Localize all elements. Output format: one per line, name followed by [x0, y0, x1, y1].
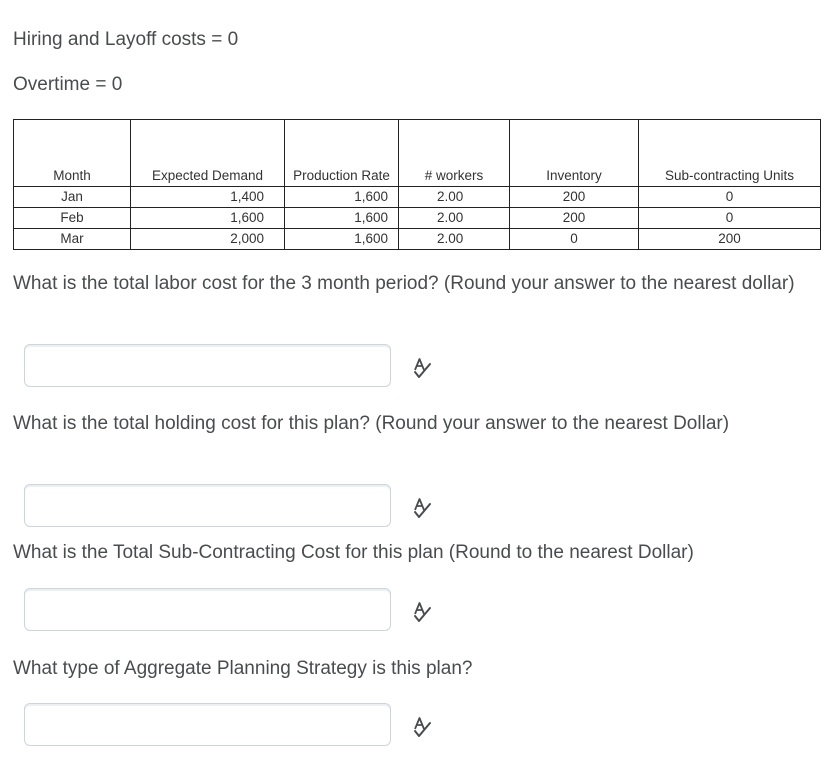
table-row	[14, 208, 821, 229]
table-cell: 1,600	[285, 187, 399, 208]
answer-input-planning-strategy[interactable]	[24, 703, 391, 746]
question-subcontracting-cost: What is the Total Sub-Contracting Cost for this plan (Round to the nearest Dollar)	[13, 542, 694, 563]
answer-input-labor-cost[interactable]	[24, 344, 391, 387]
table-cell: 2.00	[399, 229, 510, 250]
spell-check-icon[interactable]	[409, 355, 435, 381]
table-cell: 1,400	[131, 187, 285, 208]
spell-check-icon[interactable]	[409, 714, 435, 740]
spell-check-icon[interactable]	[409, 495, 435, 521]
column-header-workers: # workers	[399, 120, 510, 187]
column-header-month: Month	[14, 120, 131, 187]
column-header-subcontracting-units: Sub-contracting Units	[639, 120, 821, 187]
table-cell: 0	[510, 229, 639, 250]
table-row	[14, 187, 821, 208]
table-cell: 2.00	[399, 208, 510, 229]
overtime-text: Overtime = 0	[13, 74, 123, 95]
table-cell: Jan	[14, 187, 131, 208]
table-row	[14, 229, 821, 250]
question-labor-cost: What is the total labor cost for the 3 month period? (Round your answer to the nearest dollar)	[13, 273, 795, 294]
hiring-layoff-costs-text: Hiring and Layoff costs = 0	[13, 29, 239, 50]
table-cell: 2,000	[131, 229, 285, 250]
question-holding-cost: What is the total holding cost for this plan? (Round your answer to the nearest Dollar)	[13, 413, 730, 434]
table-cell: 200	[639, 229, 821, 250]
table-cell: 200	[510, 208, 639, 229]
question-planning-strategy: What type of Aggregate Planning Strategy is this plan?	[13, 658, 473, 679]
table-cell: 0	[639, 187, 821, 208]
table-cell: 1,600	[285, 229, 399, 250]
table-cell: 0	[639, 208, 821, 229]
table-cell: 200	[510, 187, 639, 208]
spell-check-icon[interactable]	[409, 599, 435, 625]
answer-input-subcontracting-cost[interactable]	[24, 588, 391, 631]
production-plan-table	[13, 119, 821, 250]
table-cell: Mar	[14, 229, 131, 250]
answer-input-holding-cost[interactable]	[24, 484, 391, 527]
column-header-expected-demand: Expected Demand	[131, 120, 285, 187]
table-cell: 1,600	[285, 208, 399, 229]
column-header-inventory: Inventory	[510, 120, 639, 187]
table-cell: 2.00	[399, 187, 510, 208]
table-cell: Feb	[14, 208, 131, 229]
table-header-row	[14, 120, 821, 187]
table-cell: 1,600	[131, 208, 285, 229]
column-header-production-rate: Production Rate	[285, 120, 399, 187]
